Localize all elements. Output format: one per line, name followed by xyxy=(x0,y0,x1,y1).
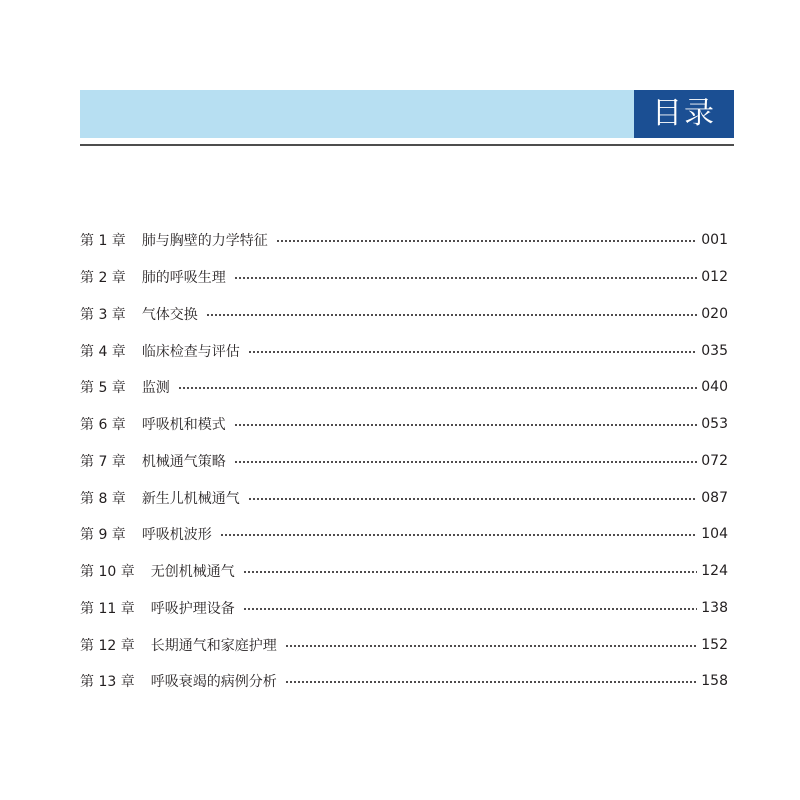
toc-dot-leader xyxy=(178,387,697,389)
toc-dot-leader xyxy=(243,608,698,610)
toc-page-number: 012 xyxy=(701,269,728,286)
toc-page-number: 020 xyxy=(701,305,728,322)
toc-page-number: 152 xyxy=(701,636,728,653)
toc-entry[interactable] xyxy=(80,296,728,333)
toc-dot-leader xyxy=(276,240,697,242)
toc-dot-leader xyxy=(248,351,697,353)
toc-chapter-number: 第 3 章 xyxy=(80,306,126,323)
toc-chapter-title: 监测 xyxy=(141,380,170,397)
toc-entry[interactable] xyxy=(80,222,728,259)
toc-chapter-title: 无创机械通气 xyxy=(150,564,235,581)
toc-entry[interactable] xyxy=(80,332,728,369)
toc-page-number: 087 xyxy=(701,489,728,506)
toc-chapter-number: 第 2 章 xyxy=(80,270,126,287)
toc-page-number: 001 xyxy=(701,232,728,249)
toc-chapter-title: 肺的呼吸生理 xyxy=(141,270,226,287)
toc-chapter-title: 呼吸衰竭的病例分析 xyxy=(150,674,277,691)
toc-entry[interactable] xyxy=(80,590,728,627)
toc-chapter-title: 肺与胸壁的力学特征 xyxy=(141,233,268,250)
toc-chapter-title: 呼吸护理设备 xyxy=(150,600,235,617)
toc-chapter-title: 长期通气和家庭护理 xyxy=(150,637,277,654)
toc-chapter-number: 第 11 章 xyxy=(80,600,135,617)
header-divider xyxy=(80,144,734,146)
toc-chapter-title: 新生儿机械通气 xyxy=(141,490,240,507)
toc-entry[interactable] xyxy=(80,443,728,480)
toc-dot-leader xyxy=(243,571,698,573)
toc-entry[interactable] xyxy=(80,479,728,516)
page-title: 目录 xyxy=(634,90,734,138)
toc-page-number: 072 xyxy=(701,452,728,469)
toc-chapter-number: 第 6 章 xyxy=(80,417,126,434)
toc-chapter-number: 第 8 章 xyxy=(80,490,126,507)
toc-page-number: 138 xyxy=(701,599,728,616)
table-of-contents xyxy=(80,222,728,700)
toc-chapter-title: 气体交换 xyxy=(141,306,198,323)
toc-entry[interactable] xyxy=(80,516,728,553)
toc-chapter-number: 第 1 章 xyxy=(80,233,126,250)
toc-chapter-number: 第 13 章 xyxy=(80,674,135,691)
toc-chapter-number: 第 10 章 xyxy=(80,564,135,581)
toc-page-number: 040 xyxy=(701,379,728,396)
toc-page-number: 158 xyxy=(701,673,728,690)
toc-dot-leader xyxy=(206,314,697,316)
toc-chapter-title: 临床检查与评估 xyxy=(141,343,240,360)
toc-page-number: 104 xyxy=(701,526,728,543)
toc-entry[interactable] xyxy=(80,369,728,406)
toc-chapter-number: 第 5 章 xyxy=(80,380,126,397)
toc-dot-leader xyxy=(285,645,698,647)
toc-chapter-title: 机械通气策略 xyxy=(141,453,226,470)
toc-chapter-title: 呼吸机波形 xyxy=(141,527,212,544)
toc-dot-leader xyxy=(220,534,697,536)
toc-chapter-number: 第 7 章 xyxy=(80,453,126,470)
toc-chapter-number: 第 12 章 xyxy=(80,637,135,654)
toc-chapter-title: 呼吸机和模式 xyxy=(141,417,226,434)
toc-page-number: 053 xyxy=(701,416,728,433)
toc-entry[interactable] xyxy=(80,553,728,590)
toc-chapter-number: 第 4 章 xyxy=(80,343,126,360)
toc-entry[interactable] xyxy=(80,663,728,700)
toc-dot-leader xyxy=(285,681,698,683)
toc-page-number: 035 xyxy=(701,342,728,359)
toc-dot-leader xyxy=(234,461,697,463)
toc-page-number: 124 xyxy=(701,563,728,580)
toc-chapter-number: 第 9 章 xyxy=(80,527,126,544)
toc-dot-leader xyxy=(248,498,697,500)
toc-entry[interactable] xyxy=(80,259,728,296)
toc-dot-leader xyxy=(234,424,697,426)
toc-entry[interactable] xyxy=(80,626,728,663)
toc-dot-leader xyxy=(234,277,697,279)
toc-entry[interactable] xyxy=(80,406,728,443)
header-band xyxy=(80,90,734,138)
